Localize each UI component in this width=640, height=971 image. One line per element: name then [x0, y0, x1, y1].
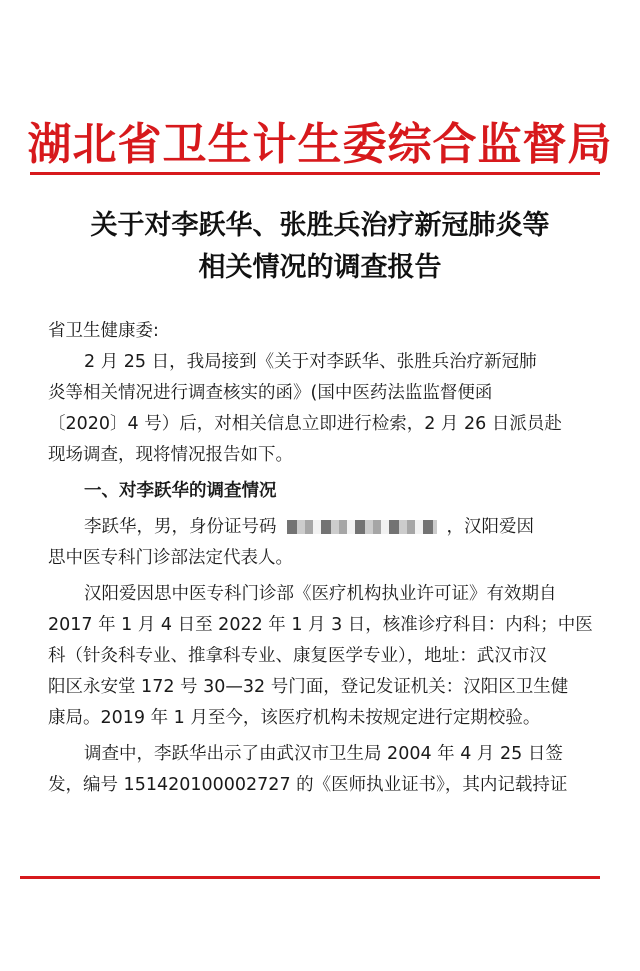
paragraph-line: 现场调查，现将情况报告如下。: [48, 445, 293, 465]
paragraph-3: [48, 579, 604, 734]
paragraph-4: [48, 739, 604, 801]
paragraph-2: [48, 512, 604, 574]
paragraph-line: 发，编号 151420100002727 的《医师执业证书》，其内记载持证: [48, 775, 568, 795]
paragraph-line: 炎等相关情况进行调查核实的函》(国中医药法监监督便函: [48, 383, 493, 403]
report-title-line-2: 相关情况的调查报告: [198, 252, 442, 283]
id-label: 李跃华，男，身份证号码: [84, 517, 277, 537]
paragraph-line: 调查中，李跃华出示了由武汉市卫生局 2004 年 4 月 25 日签: [84, 744, 563, 764]
paragraph-line: 2017 年 1 月 4 日至 2022 年 1 月 3 日，核准诊疗科目：内科；中医: [48, 615, 593, 635]
addressee: 省卫生健康委:: [48, 321, 159, 341]
redacted-id-number: [287, 520, 437, 534]
paragraph-line: 阳区永安堂 172 号 30—32 号门面，登记发证机关：汉阳区卫生健: [48, 677, 569, 697]
paragraph-line: 汉阳爱因思中医专科门诊部《医疗机构执业许可证》有效期自: [84, 584, 557, 604]
masthead-divider: [30, 172, 600, 175]
report-body: [48, 316, 604, 801]
paragraph-line: [48, 512, 604, 543]
paragraph-line: 2 月 25 日，我局接到《关于对李跃华、张胜兵治疗新冠肺: [84, 352, 537, 372]
report-title-line-1: 关于对李跃华、张胜兵治疗新冠肺炎等: [90, 210, 550, 241]
paragraph-line: 康局。2019 年 1 月至今，该医疗机构未按规定进行定期校验。: [48, 708, 541, 728]
masthead: 湖北省卫生计生委综合监督局: [27, 119, 613, 170]
footer-divider: [20, 876, 600, 879]
paragraph-line: 思中医专科门诊部法定代表人。: [48, 548, 293, 568]
paragraph-line: 科（针灸科专业、推拿科专业、康复医学专业），地址：武汉市汉: [48, 646, 547, 666]
paragraph-1: [48, 347, 604, 471]
section-heading: 一、对李跃华的调查情况: [84, 481, 277, 501]
paragraph-line: 〔2020〕4 号）后，对相关信息立即进行检索，2 月 26 日派员赴: [48, 414, 562, 434]
paragraph-text: ，汉阳爱因: [446, 517, 534, 537]
